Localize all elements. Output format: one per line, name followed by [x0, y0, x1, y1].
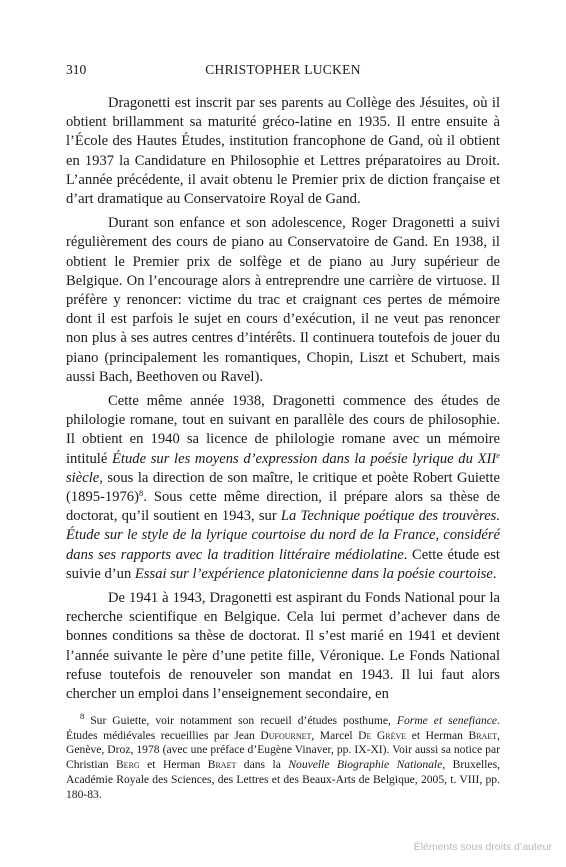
author-name: De Grève — [358, 728, 407, 742]
footnote-text-6: et Herman — [139, 758, 208, 772]
author-name: Braet — [468, 728, 498, 742]
thesis-title-1-text: Étude sur les moyens d’expression dans la poésie lyrique du XII — [112, 450, 497, 467]
paragraph-1: Dragonetti est inscrit par ses parents au Collège des Jésuites, où il obtient brillamment sa maturité gréco-latine en 1935. Il entre ensuite à l’École des Hautes Études, institution francophone de Gand, où il obtient en 1937 la Candidature en Philosophie et Lettres préparatoires au Droit. L’année précédente, il avait obtenu le Premier prix de diction française et d’art dramatique au Conservatoire Royal de Gand. — [66, 95, 500, 208]
thesis-title-1-tail: siècle — [66, 469, 100, 486]
paragraph-4: De 1941 à 1943, Dragonetti est aspirant du Fonds National pour la recherche scientifique en Belgique. Cela lui permet d’achever dans de bonnes conditions sa thèse de doctorat. Il s’est marié en 1941 et devient l’année suivante le père d’une petite fille, Véronique. Le Fonds National refuse toutefois de renouveler son mandat en 1943. Il lui faut alors chercher un emploi dans l’enseignement secondaire, en — [66, 590, 500, 703]
paragraph-3-text-3: . Sous cette même direction, il prépare alors sa thèse de doctorat, qu’il soutient en 1943, sur — [66, 489, 500, 525]
century-superscript: e — [496, 449, 500, 460]
footnote-text-7: dans la — [236, 758, 289, 772]
author-name: Braet — [207, 758, 237, 772]
footnote-text-1: Sur Guiette, voir notamment son recueil d’études posthume, — [84, 714, 397, 727]
paragraph-3 — [66, 392, 500, 584]
footnote-text — [66, 711, 500, 802]
footnote-ref-8[interactable]: 8 — [138, 488, 144, 499]
footnote-text-4: et Herman — [406, 728, 469, 742]
author-name: Dufournet — [260, 728, 312, 742]
copyright-watermark: Éléments sous droits d’auteur — [413, 841, 552, 853]
thesis-title-2: La Technique poétique des trouvères. Étude sur le style de la lyrique courtoise du nord de la France, considéré dans ses rapports avec la tradition littéraire médiolatine — [66, 508, 500, 563]
author-name: Berg — [115, 758, 140, 772]
page-header — [66, 62, 500, 80]
publication-title: Nouvelle Biographie Nationale — [288, 758, 443, 772]
running-head: CHRISTOPHER LUCKEN — [205, 62, 361, 77]
paragraph-3-text-1: Cette même année 1938, Dragonetti commence des études de philologie romane, tout en suivant en parallèle des cours de philosophie. Il obtient en 1940 sa licence de philologie romane avec un mémoire intitulé — [66, 393, 500, 467]
footnote-text-8: , Bruxelles, Académie Royale des Sciences, des Lettres et des Beaux-Arts de Belgique, 2005, t. VIII, pp. 180-83. — [66, 758, 500, 801]
footnote-text-5: , Genève, Droz, 1978 (avec une préface d’Eugène Vinaver, pp. IX-XI). Voir aussi sa notice par Christian — [66, 728, 500, 772]
footnote-text-3: , Marcel — [311, 728, 359, 742]
footnote-text-2: . Études médiévales recueillies par Jean — [66, 714, 500, 742]
paragraph-2: Durant son enfance et son adolescence, Roger Dragonetti a suivi régulièrement des cours de piano au Conservatoire de Gand. En 1938, il obtient le Premier prix de solfège et de piano au Jury supérieur de Belgique. On l’encourage alors à entreprendre une carrière de virtuose. Il préfère y renoncer: victime du trac et craignant ces pertes de mémoire dont il est parfois le sujet en cours d’exécution, il ne veut pas renoncer non plus à ses autres centres d’intérêts. Il continuera toutefois de jouer du piano (principalement les romantiques, Chopin, Liszt et Schubert, mais aussi Bach, Beethoven ou Ravel). — [66, 215, 500, 385]
book-title: Forme et senefiance — [396, 714, 498, 727]
paragraph-3-text-4: . Cette étude est suivie d’un — [66, 546, 500, 582]
footnote-number: 8 — [80, 711, 85, 721]
body-text — [66, 94, 500, 709]
essay-title: Essai sur l’expérience platonicienne dans la poésie courtoise — [134, 565, 493, 582]
page-number: 310 — [66, 62, 87, 77]
footnote-8 — [66, 711, 500, 802]
paragraph-3-text-5: . — [492, 565, 497, 582]
paragraph-3-text-2: , sous la direction de son maître, le critique et poète Robert Guiette (1895-1976) — [66, 469, 500, 506]
